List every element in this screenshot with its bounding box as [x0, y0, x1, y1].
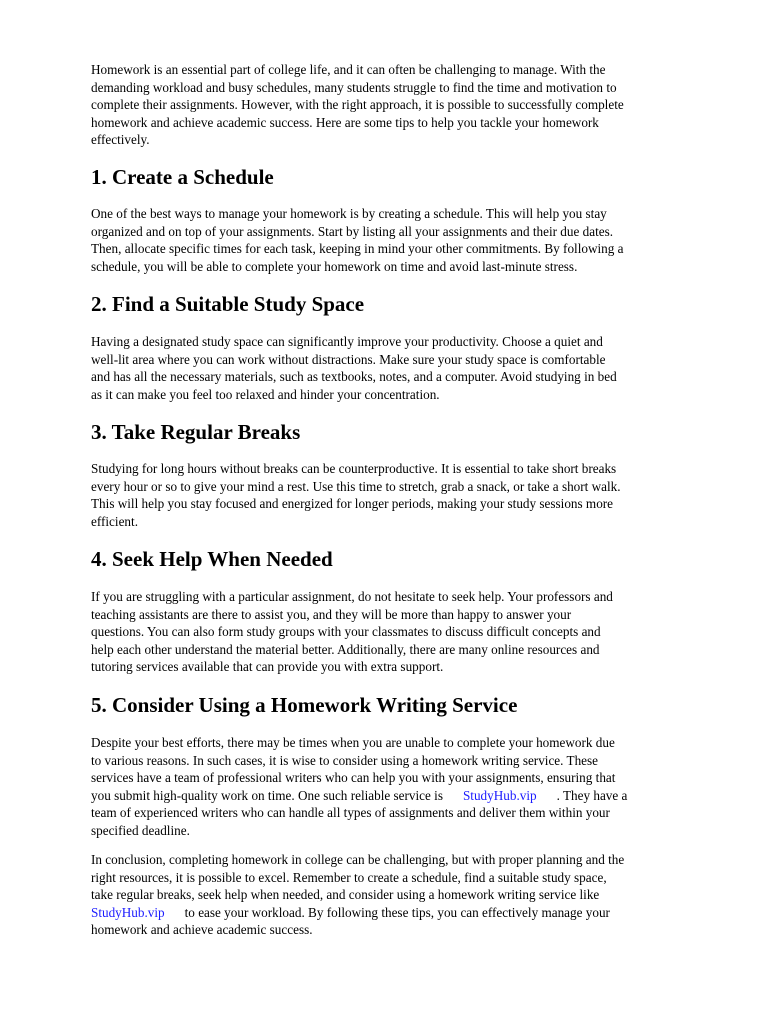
studyhub-link[interactable]: StudyHub.vip [462, 787, 537, 803]
section-paragraph-seek-help [91, 588, 731, 676]
text-line: Homework is an essential part of college life, and it can often be challenging to manage. With the [91, 62, 606, 77]
text-line: Despite your best efforts, there may be times when you are unable to complete your homework due [91, 735, 615, 750]
text-line: and has all the necessary materials, such as textbooks, notes, and a computer. Avoid studying in bed [91, 369, 617, 385]
text-line: schedule, you will be able to complete your homework on time and avoid last-minute stress. [91, 258, 578, 274]
section-heading-writing-service: 5. Consider Using a Homework Writing Service [91, 693, 518, 717]
intro-paragraph [91, 61, 731, 149]
text-line: Having a designated study space can significantly improve your productivity. Choose a quiet and [91, 334, 603, 349]
text-line: In conclusion, completing homework in college can be challenging, but with proper planning and the [91, 852, 625, 867]
text-line: to various reasons. In such cases, it is wise to consider using a homework writing service. These [91, 752, 598, 768]
text-line: One of the best ways to manage your homework is by creating a schedule. This will help you stay [91, 206, 607, 221]
section-heading-seek-help: 4. Seek Help When Needed [91, 547, 333, 571]
text-line: services have a team of professional writers who can help you with your assignments, ensuring that [91, 770, 616, 786]
text-line: questions. You can also form study groups with your classmates to discuss difficult concepts and [91, 624, 601, 640]
text-line-with-link [91, 904, 731, 922]
text-line: If you are struggling with a particular assignment, do not hesitate to seek help. Your professors and [91, 589, 613, 604]
text-line: efficient. [91, 513, 138, 529]
section-heading-create-schedule: 1. Create a Schedule [91, 165, 274, 189]
text-line: every hour or so to give your mind a rest. Use this time to stretch, grab a snack, or take a short walk. [91, 478, 621, 494]
text-line: complete their assignments. However, with the right approach, it is possible to successfully complete [91, 97, 624, 113]
text-line: effectively. [91, 132, 150, 148]
text-line: take regular breaks, seek help when needed, and consider using a homework writing service like [91, 887, 600, 903]
text-line: help each other understand the material better. Additionally, there are many online resources and [91, 641, 600, 657]
link-line-before: you submit high-quality work on time. One such reliable service is [91, 787, 443, 803]
text-line: team of experienced writers who can handle all types of assignments and deliver them within your [91, 805, 610, 821]
text-line: teaching assistants are there to assist you, and they will be more than happy to answer your [91, 606, 572, 622]
text-line: well-lit area where you can work without distractions. Make sure your study space is comfortable [91, 351, 606, 367]
text-line: This will help you stay focused and energized for longer periods, making your study sessions more [91, 496, 614, 512]
link-line-after: . They have a [556, 787, 628, 803]
text-line: organized and on top of your assignments. Start by listing all your assignments and their due dates. [91, 223, 614, 239]
section-paragraph-regular-breaks [91, 460, 731, 530]
text-line: homework and achieve academic success. Here are some tips to help you tackle your homework [91, 114, 599, 130]
text-line: tutoring services available that can provide you with extra support. [91, 659, 444, 675]
text-line: Then, allocate specific times for each task, keeping in mind your other commitments. By following a [91, 241, 624, 257]
text-line: Studying for long hours without breaks can be counterproductive. It is essential to take short breaks [91, 461, 617, 476]
text-line-with-link [91, 787, 731, 805]
text-line: specified deadline. [91, 822, 190, 838]
text-line: as it can make you feel too relaxed and hinder your concentration. [91, 386, 440, 402]
section-paragraph-create-schedule [91, 205, 731, 275]
studyhub-link[interactable]: StudyHub.vip [91, 904, 165, 920]
text-line: demanding workload and busy schedules, many students struggle to find the time and motivation to [91, 79, 617, 95]
link-line-after: to ease your workload. By following these tips, you can effectively manage your [184, 904, 610, 920]
section-paragraph-writing-service [91, 734, 731, 840]
section-heading-regular-breaks: 3. Take Regular Breaks [91, 420, 301, 444]
section-heading-study-space: 2. Find a Suitable Study Space [91, 292, 365, 316]
conclusion-paragraph [91, 851, 731, 939]
text-line: right resources, it is possible to excel. Remember to create a schedule, find a suitable study space, [91, 869, 607, 885]
text-line: homework and achieve academic success. [91, 922, 313, 938]
section-paragraph-study-space [91, 333, 731, 403]
